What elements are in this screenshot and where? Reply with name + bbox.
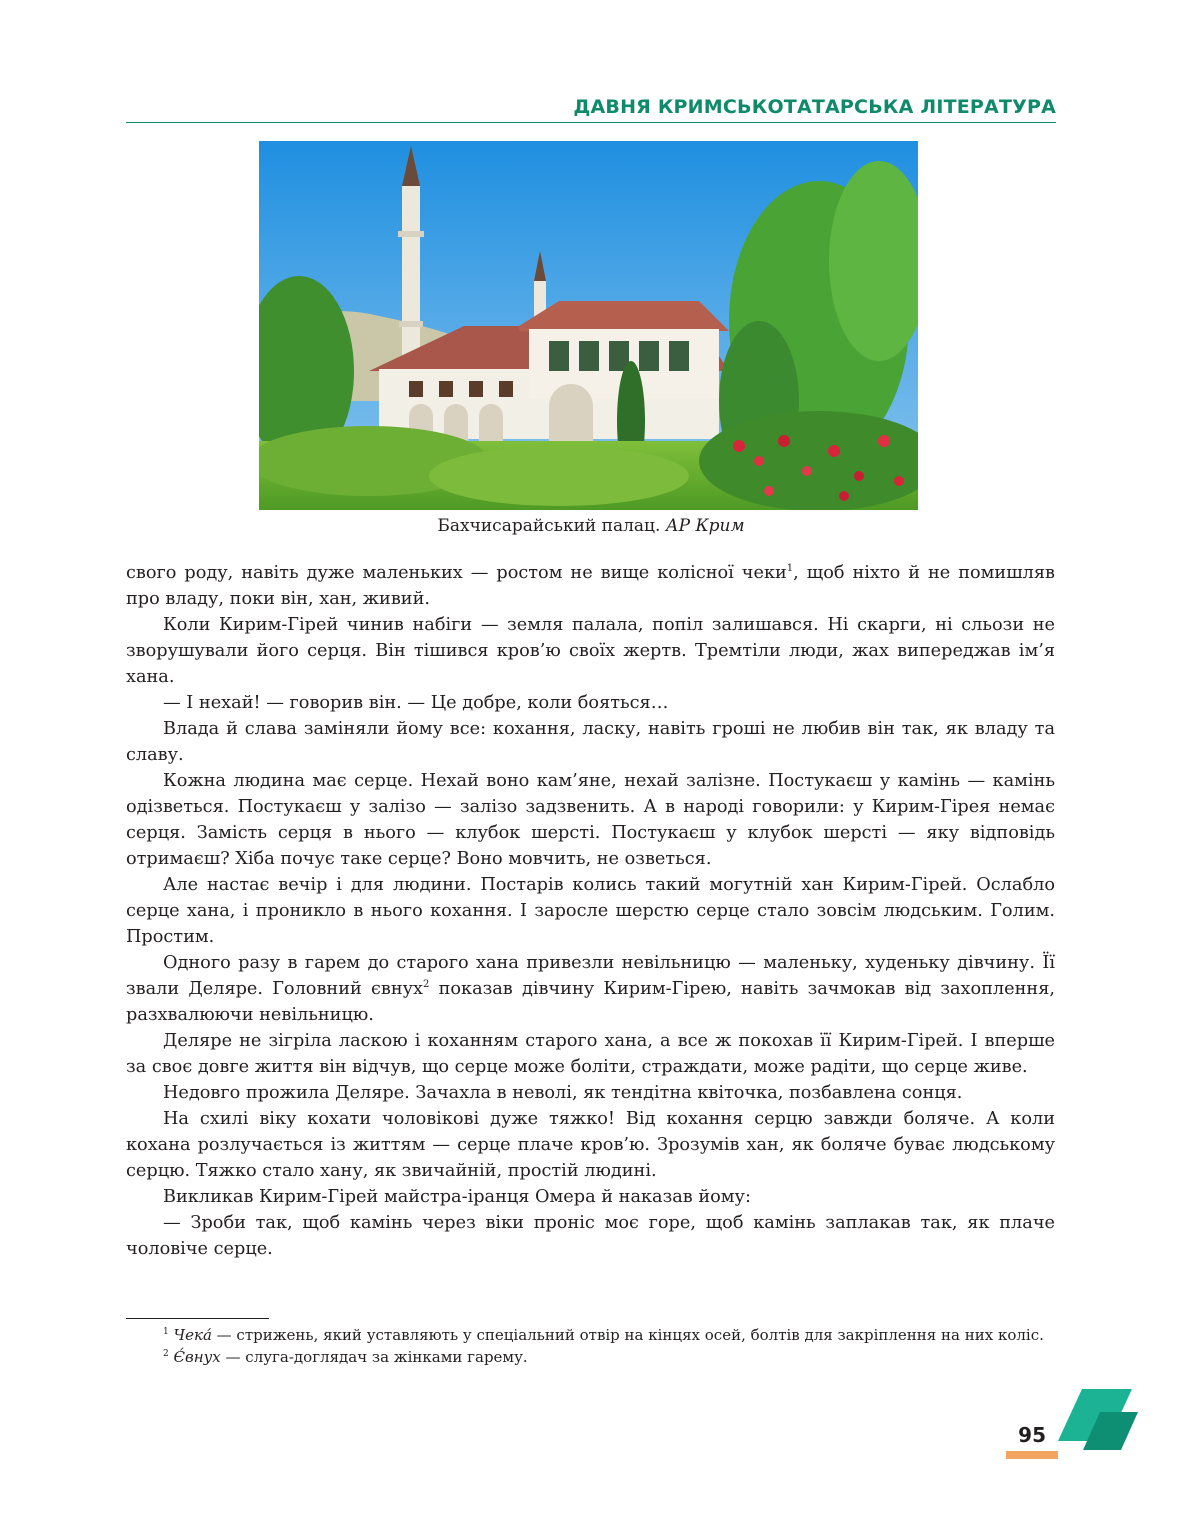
page-number: 95 [1018, 1423, 1046, 1447]
paragraph: Коли Кирим-Гірей чинив набіги — земля палала, попіл залишався. Ні скарги, ні сльози не зворушували його серця. Він тішився кров’ю своїх жертв. Тремтіли люди, жах випереджав ім’я хана. [126, 615, 1055, 687]
footnote: $^1$ Чека́ — стрижень, який уставляють у спеціальний отвір на кінцях осей, болтів для закріплення на них коліс. [163, 1326, 1044, 1344]
paragraph: Влада й слава заміняли йому все: кохання, ласку, навіть гроші не любив він так, як владу та славу. [126, 719, 1055, 765]
corner-decoration-icon [1000, 1385, 1140, 1465]
header-divider [126, 122, 1056, 123]
paragraph: Одного разу в гарем до старого хана привезли невільницю — маленьку, худеньку дівчину. Її звали Деляре. Головний євнух$^2$ показав дівчину Кирим-Гірею, навіть зачмокав від захоплення, разхвалюючи невільницю. [126, 953, 1055, 1025]
caption-place: АР Крим [665, 516, 745, 536]
running-header-title: ДАВНЯ КРИМСЬКОТАТАРСЬКА ЛІТЕРАТУРА [573, 96, 1056, 118]
paragraph: — І нехай! — говорив він. — Це добре, коли бояться… [163, 693, 669, 713]
footnote-ref: 2 [423, 979, 430, 991]
story-text [126, 560, 1055, 1262]
photo-caption [126, 516, 1056, 536]
footnote-term: Є́внух [173, 1348, 221, 1366]
paragraph: Недовго прожила Деляре. Зачахла в неволі, як тендітна квіточка, позбавлена сонця. [163, 1083, 963, 1103]
paragraph: Кожна людина має серце. Нехай воно кам’яне, нехай залізне. Постукаєш у камінь — камінь одізветься. Постукаєш у залізо — залізо задзвенить. А в народі говорили: у Кирим-Гірея немає серця. Замість серця в нього — клубок шерсті. Постукаєш у клубок шерсті — яку відповідь отримаєш? Хіба почує таке серце? Воно мовчить, не озветься. [126, 771, 1055, 869]
paragraph: свого роду, навіть дуже маленьких — ростом не вище колісної чеки$^1$, щоб ніхто й не помишляв про владу, поки він, хан, живий. [126, 563, 1055, 609]
paragraph: На схилі віку кохати чоловікові дуже тяжко! Від кохання серцю завжди боляче. А коли кохана розлучається із життям — серце плаче кров’ю. Зрозумів хан, як боляче буває людському серцю. Тяжко стало хану, як звичайній, простій людині. [126, 1109, 1055, 1181]
footnote-ref: 1 [786, 563, 794, 575]
footnote-term: Чека́ [173, 1326, 212, 1344]
paragraph: Але настає вечір і для людини. Постарів колись такий могутній хан Кирим-Гірей. Ослабло серце хана, і проникло в нього кохання. І заросле шерстю серце стало зовсім людським. Голим. Простим. [126, 875, 1055, 947]
palace-photo [259, 141, 918, 510]
caption-text: Бахчисарайський палац. [437, 516, 661, 536]
footnote-divider [126, 1318, 269, 1319]
paragraph: Викликав Кирим-Гірей майстра-іранця Омера й наказав йому: [163, 1187, 751, 1207]
paragraph: Деляре не зігріла ласкою і коханням старого хана, а все ж покохав її Кирим-Гірей. І вперше за своє довге життя він відчув, що серце може боліти, страждати, може радіти, що серце живе. [126, 1031, 1055, 1077]
footnote: $^2$ Є́внух — слуга-доглядач за жінками гарему. [163, 1348, 528, 1366]
footnotes [126, 1324, 1055, 1368]
paragraph: — Зроби так, щоб камінь через віки проніс моє горе, щоб камінь заплакав так, як плаче чоловіче серце. [126, 1213, 1055, 1259]
